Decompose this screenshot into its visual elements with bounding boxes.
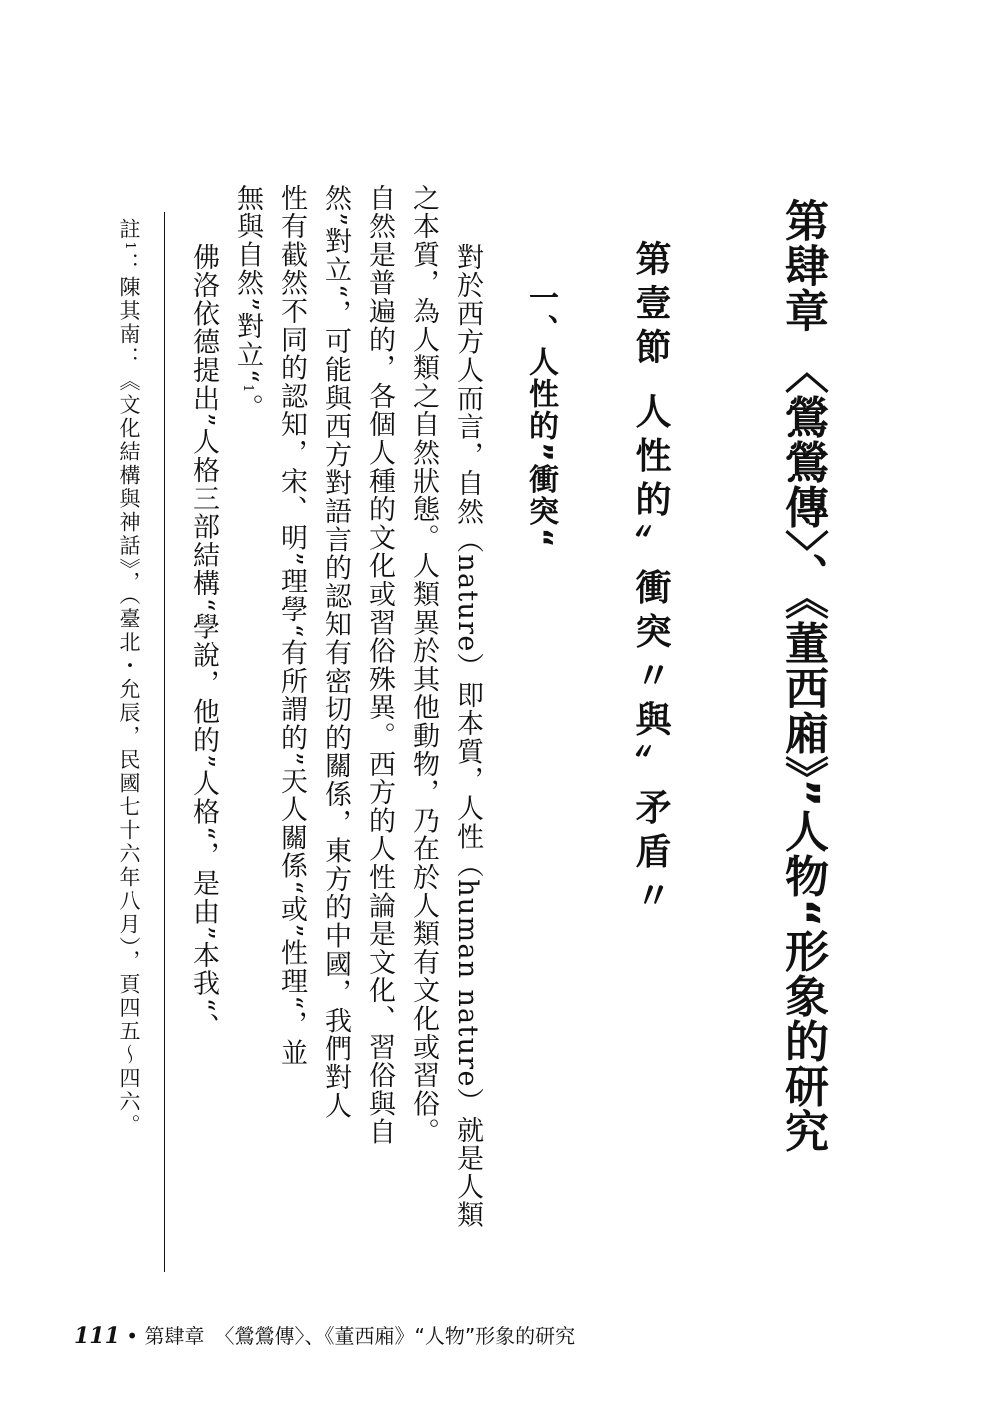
body-line-4: 然”對立“，可能與西方對語言的認知有密切的關係，東方的中國，我們對人 [320, 184, 351, 1120]
page-footer [74, 1320, 575, 1349]
footnote-text: 陳其南：《文化結構與神話》，（臺北・允辰，民國七十六年八月），頁四五～四六。 [117, 275, 141, 1138]
body-line-7: 佛洛依德提出”人格三部結構“學說，他的”人格“，是由”本我“、 [188, 243, 219, 1042]
footnote-label: 註 [117, 218, 141, 242]
body-line-1: 對於西方人而言，自然（nature）即本質，人性（human nature）就是人類 [452, 243, 483, 1230]
footnote-ref: 1 [240, 384, 255, 394]
footer-separator: • [126, 1324, 139, 1348]
body-line-6-text: 無與自然”對立“ [232, 184, 263, 385]
footnote-colon: ： [117, 252, 141, 276]
body-line-2: 之本質，為人類之自然狀態。人類異於其他動物，乃在於人類有文化或習俗。 [408, 184, 439, 1147]
page-number: 111 [74, 1323, 120, 1349]
body-line-6 [228, 184, 267, 422]
body-line-6-end: 。 [232, 393, 263, 422]
footnote-rule [164, 212, 165, 1272]
footnote-marker: 1 [122, 241, 137, 253]
subsection-title: 一、人性的”衝突“ [523, 282, 558, 550]
body-line-3: 自然是普遍的，各個人種的文化或習俗殊異。西方的人性論是文化、習俗與自 [364, 184, 395, 1147]
footnote [114, 218, 144, 1137]
body-line-5: 性有截然不同的認知，宋、明”理學“有所謂的”天人關係“或”性理“，並 [276, 184, 307, 1068]
running-head: 第肆章 〈鶯鶯傳〉、《董西廂》“人物”形象的研究 [144, 1324, 576, 1348]
section-title: 第壹節 人性的〞衝突〃與〞矛盾〃 [630, 240, 672, 921]
chapter-title: 第肆章 〈鶯鶯傳〉、《董西廂》”人物“形象的研究 [777, 198, 828, 1154]
